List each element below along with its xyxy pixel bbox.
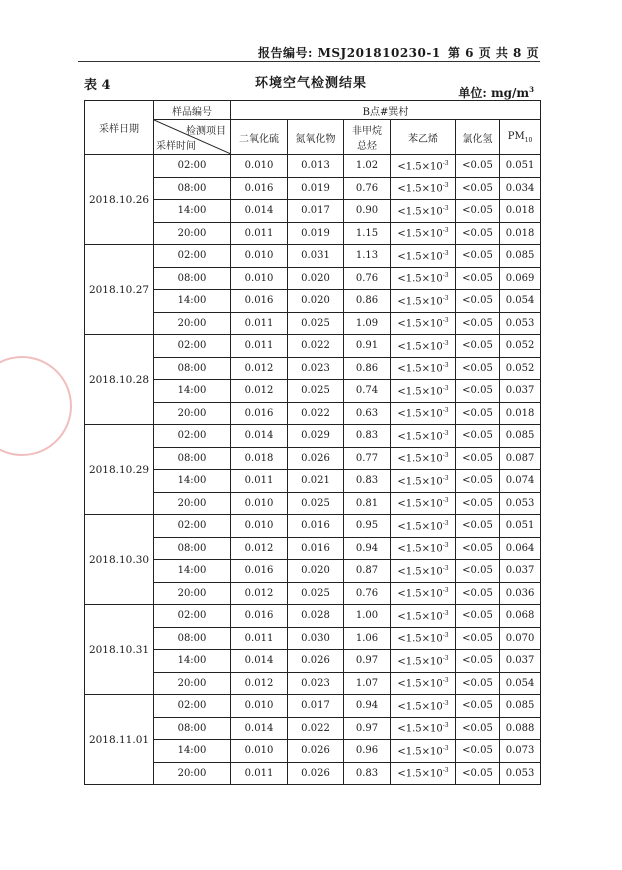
nmhc-cell: 1.09 [344,312,391,335]
table-row [85,762,541,785]
sampling-date-cell: 2018.11.01 [85,695,154,785]
table-row [85,605,541,628]
table-row [85,200,541,223]
header-styrene: 苯乙烯 [391,120,456,155]
so2-cell: 0.016 [231,605,288,628]
nmhc-cell: 0.97 [344,717,391,740]
nox-cell: 0.019 [288,177,344,200]
pm10-cell: 0.054 [500,290,541,313]
styrene-cell: $<1.5\times 10^{-3}$ [391,695,456,718]
time-cell: 08:00 [154,267,231,290]
time-cell: 08:00 [154,447,231,470]
so2-cell: 0.010 [231,740,288,763]
nmhc-cell: 0.87 [344,560,391,583]
styrene-cell: $<1.5\times 10^{-3}$ [391,717,456,740]
sampling-date-cell: 2018.10.27 [85,245,154,335]
so2-cell: 0.016 [231,177,288,200]
pm10-cell: 0.052 [500,357,541,380]
pm10-cell: 0.087 [500,447,541,470]
time-cell: 14:00 [154,650,231,673]
pm10-cell: 0.069 [500,267,541,290]
so2-cell: 0.014 [231,425,288,448]
hcl-cell: <0.05 [456,492,500,515]
styrene-cell: $<1.5\times 10^{-3}$ [391,245,456,268]
styrene-cell: $<1.5\times 10^{-3}$ [391,492,456,515]
pm10-cell: 0.053 [500,492,541,515]
nmhc-cell: 0.94 [344,695,391,718]
hcl-cell: <0.05 [456,447,500,470]
sampling-date-cell: 2018.10.28 [85,335,154,425]
nmhc-cell: 0.86 [344,357,391,380]
styrene-cell: $<1.5\times 10^{-3}$ [391,357,456,380]
nmhc-cell: 0.74 [344,380,391,403]
report-number: 报告编号: MSJ201810230-1 [258,46,441,60]
pm10-cell: 0.053 [500,762,541,785]
styrene-cell: $<1.5\times 10^{-3}$ [391,762,456,785]
so2-cell: 0.010 [231,267,288,290]
hcl-cell: <0.05 [456,155,500,178]
pm10-cell: 0.052 [500,335,541,358]
time-cell: 14:00 [154,290,231,313]
time-cell: 20:00 [154,672,231,695]
so2-cell: 0.011 [231,470,288,493]
styrene-cell: $<1.5\times 10^{-3}$ [391,650,456,673]
time-cell: 02:00 [154,605,231,628]
time-cell: 08:00 [154,537,231,560]
so2-cell: 0.014 [231,650,288,673]
hcl-cell: <0.05 [456,672,500,695]
table-row [85,492,541,515]
hcl-cell: <0.05 [456,740,500,763]
nox-cell: 0.020 [288,290,344,313]
table-row [85,515,541,538]
nox-cell: 0.030 [288,627,344,650]
hcl-cell: <0.05 [456,605,500,628]
nmhc-cell: 0.76 [344,177,391,200]
so2-cell: 0.011 [231,335,288,358]
nox-cell: 0.022 [288,717,344,740]
table-row [85,470,541,493]
so2-cell: 0.012 [231,672,288,695]
pm10-cell: 0.064 [500,537,541,560]
styrene-cell: $<1.5\times 10^{-3}$ [391,627,456,650]
table-row [85,335,541,358]
hcl-cell: <0.05 [456,537,500,560]
header-diagonal-cell [154,120,231,155]
nmhc-cell: 0.83 [344,425,391,448]
header-row-1 [85,101,541,120]
nmhc-cell: 0.76 [344,582,391,605]
sampling-date-cell: 2018.10.29 [85,425,154,515]
hcl-cell: <0.05 [456,402,500,425]
pm10-cell: 0.085 [500,245,541,268]
nox-cell: 0.021 [288,470,344,493]
hcl-cell: <0.05 [456,515,500,538]
so2-cell: 0.010 [231,245,288,268]
nmhc-cell: 0.63 [344,402,391,425]
nmhc-cell: 1.13 [344,245,391,268]
time-cell: 02:00 [154,695,231,718]
pm10-cell: 0.053 [500,312,541,335]
nmhc-cell: 0.77 [344,447,391,470]
nox-cell: 0.026 [288,740,344,763]
hcl-cell: <0.05 [456,222,500,245]
header-sample-id: 样品编号 [154,101,231,120]
styrene-cell: $<1.5\times 10^{-3}$ [391,425,456,448]
table-row [85,290,541,313]
table-row [85,560,541,583]
table-number: 表 4 [84,78,111,93]
time-cell: 02:00 [154,245,231,268]
styrene-cell: $<1.5\times 10^{-3}$ [391,470,456,493]
hcl-cell: <0.05 [456,335,500,358]
time-cell: 20:00 [154,402,231,425]
pm10-cell: 0.037 [500,560,541,583]
pm10-cell: 0.073 [500,740,541,763]
so2-cell: 0.011 [231,627,288,650]
header-sampling-date: 采样日期 [85,101,154,155]
pm10-cell: 0.085 [500,695,541,718]
so2-cell: 0.010 [231,515,288,538]
header-site: B点#巽村 [231,101,541,120]
nmhc-cell: 0.81 [344,492,391,515]
table-row [85,380,541,403]
header-rule [78,61,540,62]
nox-cell: 0.025 [288,380,344,403]
hcl-cell: <0.05 [456,267,500,290]
styrene-cell: $<1.5\times 10^{-3}$ [391,177,456,200]
hcl-cell: <0.05 [456,717,500,740]
hcl-cell: <0.05 [456,380,500,403]
nmhc-cell: 1.07 [344,672,391,695]
hcl-cell: <0.05 [456,650,500,673]
header-pm10: $PM_{10}$ [500,120,541,155]
sampling-date-cell: 2018.10.31 [85,605,154,695]
hcl-cell: <0.05 [456,695,500,718]
nox-cell: 0.025 [288,312,344,335]
so2-cell: 0.012 [231,357,288,380]
styrene-cell: $<1.5\times 10^{-3}$ [391,605,456,628]
nmhc-cell: 1.06 [344,627,391,650]
pm10-cell: 0.034 [500,177,541,200]
table-row [85,582,541,605]
header-hcl: 氯化氢 [456,120,500,155]
nox-cell: 0.016 [288,537,344,560]
table-row [85,627,541,650]
so2-cell: 0.012 [231,380,288,403]
time-cell: 08:00 [154,717,231,740]
time-cell: 02:00 [154,155,231,178]
pm10-cell: 0.037 [500,650,541,673]
so2-cell: 0.012 [231,537,288,560]
nmhc-cell: 0.97 [344,650,391,673]
results-table [84,100,541,785]
time-cell: 20:00 [154,582,231,605]
so2-cell: 0.011 [231,762,288,785]
so2-cell: 0.010 [231,492,288,515]
nmhc-cell: 0.96 [344,740,391,763]
time-cell: 14:00 [154,560,231,583]
styrene-cell: $<1.5\times 10^{-3}$ [391,155,456,178]
so2-cell: 0.016 [231,560,288,583]
hcl-cell: <0.05 [456,425,500,448]
pm10-cell: 0.070 [500,627,541,650]
so2-cell: 0.016 [231,402,288,425]
nox-cell: 0.028 [288,605,344,628]
nmhc-cell: 1.00 [344,605,391,628]
hcl-cell: <0.05 [456,560,500,583]
unit-label: 单位: $mg/m^3$ [458,85,534,100]
nox-cell: 0.026 [288,762,344,785]
header-item: 检测项目 [186,126,226,137]
header-nmhc: 非甲烷 总烃 [344,120,391,155]
hcl-cell: <0.05 [456,762,500,785]
nmhc-cell: 0.95 [344,515,391,538]
table-row [85,425,541,448]
nmhc-cell: 0.86 [344,290,391,313]
header-row-2 [85,120,541,155]
page-number: 第 6 页 共 8 页 [448,46,540,60]
pm10-cell: 0.051 [500,155,541,178]
nox-cell: 0.026 [288,650,344,673]
styrene-cell: $<1.5\times 10^{-3}$ [391,222,456,245]
styrene-cell: $<1.5\times 10^{-3}$ [391,672,456,695]
hcl-cell: <0.05 [456,200,500,223]
nox-cell: 0.031 [288,245,344,268]
time-cell: 08:00 [154,177,231,200]
styrene-cell: $<1.5\times 10^{-3}$ [391,200,456,223]
time-cell: 20:00 [154,222,231,245]
hcl-cell: <0.05 [456,357,500,380]
nox-cell: 0.017 [288,200,344,223]
pm10-cell: 0.018 [500,200,541,223]
nox-cell: 0.019 [288,222,344,245]
header-so2: 二氧化硫 [231,120,288,155]
styrene-cell: $<1.5\times 10^{-3}$ [391,537,456,560]
pm10-cell: 0.051 [500,515,541,538]
nox-cell: 0.020 [288,267,344,290]
hcl-cell: <0.05 [456,245,500,268]
table-row [85,537,541,560]
table-row [85,267,541,290]
styrene-cell: $<1.5\times 10^{-3}$ [391,335,456,358]
pm10-cell: 0.018 [500,402,541,425]
nox-cell: 0.026 [288,447,344,470]
nox-cell: 0.025 [288,492,344,515]
table-row [85,650,541,673]
time-cell: 02:00 [154,425,231,448]
nox-cell: 0.023 [288,357,344,380]
nox-cell: 0.017 [288,695,344,718]
hcl-cell: <0.05 [456,470,500,493]
nox-cell: 0.022 [288,402,344,425]
hcl-cell: <0.05 [456,582,500,605]
nox-cell: 0.013 [288,155,344,178]
table-row [85,402,541,425]
nmhc-cell: 0.94 [344,537,391,560]
pm10-cell: 0.018 [500,222,541,245]
nox-cell: 0.023 [288,672,344,695]
time-cell: 20:00 [154,762,231,785]
styrene-cell: $<1.5\times 10^{-3}$ [391,312,456,335]
nmhc-cell: 1.15 [344,222,391,245]
pm10-cell: 0.085 [500,425,541,448]
styrene-cell: $<1.5\times 10^{-3}$ [391,402,456,425]
styrene-cell: $<1.5\times 10^{-3}$ [391,582,456,605]
time-cell: 14:00 [154,200,231,223]
so2-cell: 0.018 [231,447,288,470]
nox-cell: 0.016 [288,515,344,538]
so2-cell: 0.010 [231,695,288,718]
table-row [85,447,541,470]
hcl-cell: <0.05 [456,312,500,335]
nmhc-cell: 0.91 [344,335,391,358]
nmhc-cell: 0.76 [344,267,391,290]
time-cell: 08:00 [154,357,231,380]
so2-cell: 0.010 [231,155,288,178]
styrene-cell: $<1.5\times 10^{-3}$ [391,447,456,470]
sampling-date-cell: 2018.10.26 [85,155,154,245]
nmhc-cell: 0.83 [344,470,391,493]
pm10-cell: 0.054 [500,672,541,695]
time-cell: 14:00 [154,740,231,763]
so2-cell: 0.011 [231,222,288,245]
nox-cell: 0.025 [288,582,344,605]
pm10-cell: 0.036 [500,582,541,605]
nmhc-cell: 1.02 [344,155,391,178]
so2-cell: 0.014 [231,717,288,740]
table-row [85,357,541,380]
time-cell: 14:00 [154,380,231,403]
official-seal-stamp [0,336,92,475]
table-row [85,312,541,335]
styrene-cell: $<1.5\times 10^{-3}$ [391,515,456,538]
header-nox: 氮氧化物 [288,120,344,155]
so2-cell: 0.011 [231,312,288,335]
hcl-cell: <0.05 [456,177,500,200]
styrene-cell: $<1.5\times 10^{-3}$ [391,740,456,763]
sampling-date-cell: 2018.10.30 [85,515,154,605]
time-cell: 20:00 [154,312,231,335]
so2-cell: 0.014 [231,200,288,223]
table-row [85,177,541,200]
hcl-cell: <0.05 [456,627,500,650]
styrene-cell: $<1.5\times 10^{-3}$ [391,267,456,290]
table-row [85,695,541,718]
pm10-cell: 0.074 [500,470,541,493]
table-row [85,672,541,695]
nmhc-cell: 0.90 [344,200,391,223]
so2-cell: 0.012 [231,582,288,605]
time-cell: 02:00 [154,515,231,538]
table-row [85,155,541,178]
nmhc-cell: 0.83 [344,762,391,785]
header-time: 采样时间 [156,141,196,152]
pm10-cell: 0.037 [500,380,541,403]
time-cell: 02:00 [154,335,231,358]
nox-cell: 0.020 [288,560,344,583]
nox-cell: 0.029 [288,425,344,448]
table-row [85,222,541,245]
pm10-cell: 0.088 [500,717,541,740]
table-row [85,717,541,740]
nox-cell: 0.022 [288,335,344,358]
table-row [85,245,541,268]
table-title: 环境空气检测结果 [254,76,367,91]
styrene-cell: $<1.5\times 10^{-3}$ [391,380,456,403]
hcl-cell: <0.05 [456,290,500,313]
time-cell: 14:00 [154,470,231,493]
time-cell: 20:00 [154,492,231,515]
styrene-cell: $<1.5\times 10^{-3}$ [391,290,456,313]
so2-cell: 0.016 [231,290,288,313]
pm10-cell: 0.068 [500,605,541,628]
table-row [85,740,541,763]
time-cell: 08:00 [154,627,231,650]
styrene-cell: $<1.5\times 10^{-3}$ [391,560,456,583]
